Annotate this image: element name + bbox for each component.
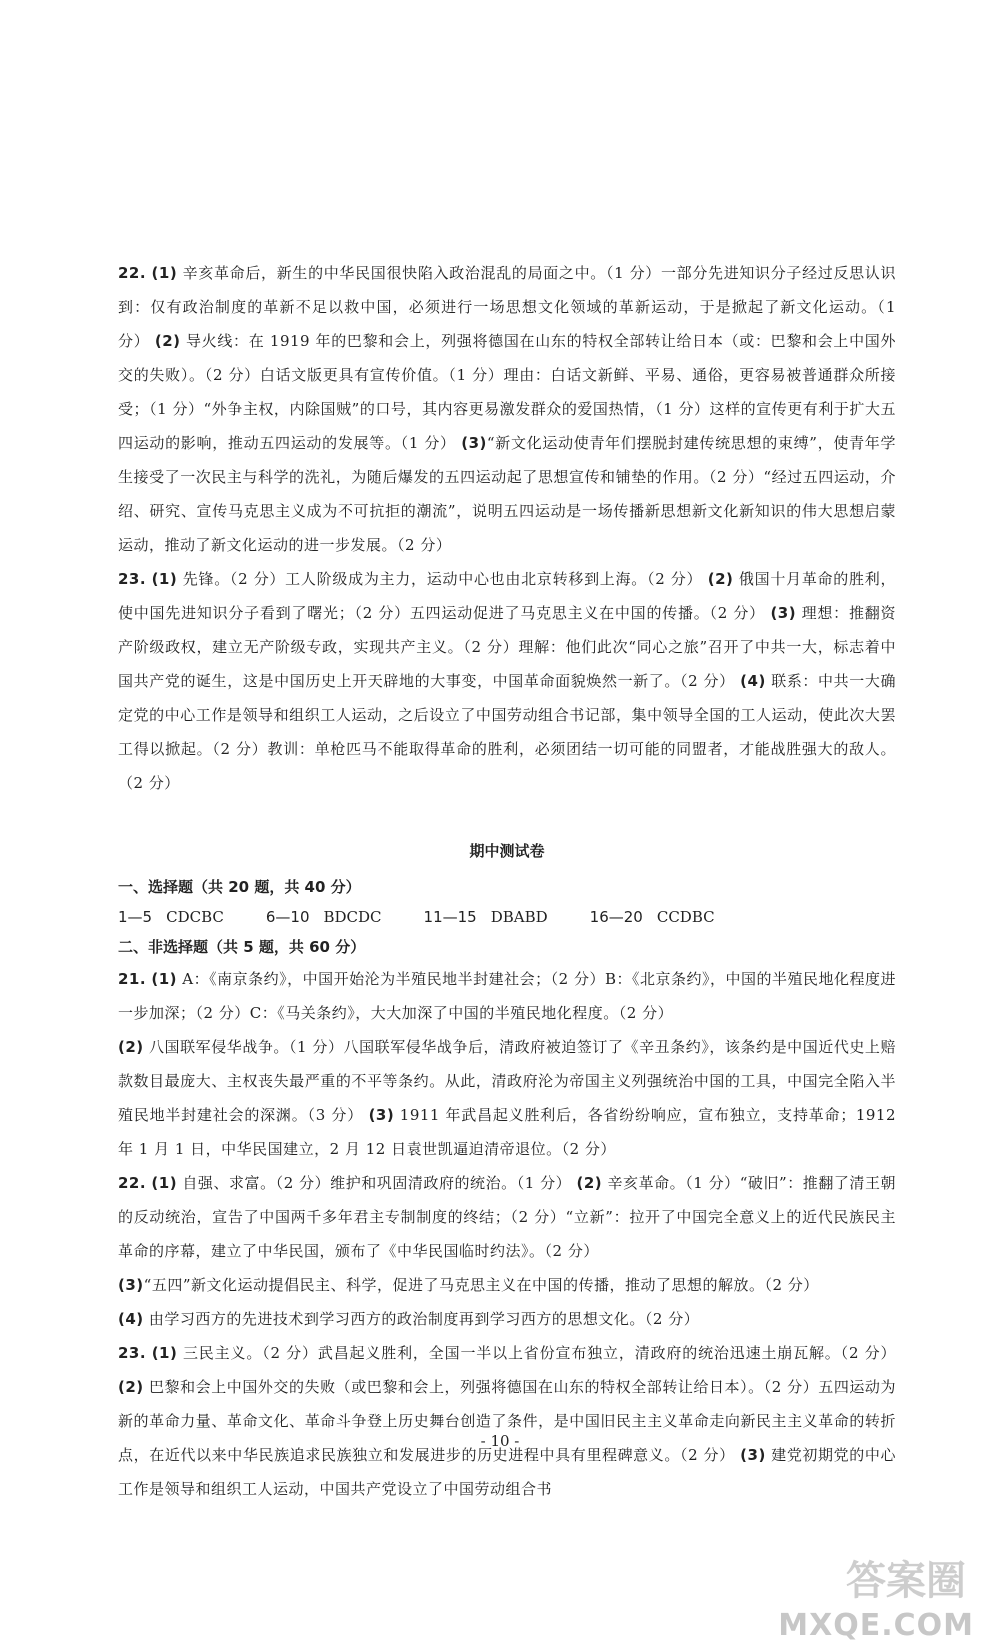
answer-text: 建党初期党的中心工作是领导和组织工人运动，中国共产党设立了中国劳动组合书 (118, 1446, 896, 1498)
part-marker: (3) (770, 604, 797, 622)
q22-answer-unit (118, 256, 896, 562)
answer-text: “新文化运动使青年们摆脱封建传统思想的束缚”，使青年学生接受了一次民主与科学的洗礼，为随后爆发的五四运动起了思想宣传和铺垫的作用。（2 分）“经过五四运动，介绍、研究、宣传马克思主义成为不可抗拒的潮流”，说明五四运动是一场传播新思想新文化新知识的伟大思想启蒙运动，推动了新文化运动的进一步发展。（2 分） (118, 434, 896, 554)
q23-midterm-answer (118, 1336, 896, 1506)
mc-group (118, 902, 224, 932)
answer-text: 辛亥革命后，新生的中华民国很快陷入政治混乱的局面之中。（1 分）一部分先进知识分子经过反思认识到：仅有政治制度的革新不足以救中国，必须进行一场思想文化领域的革新运动，于是掀起了新文化运动。（1 分） (118, 264, 896, 350)
mc-range: 11—15 (423, 908, 477, 926)
section-heading-choice: 一、选择题（共 20 题，共 40 分） (118, 878, 361, 896)
mc-answers: BDCDC (323, 908, 382, 926)
question-number: 22. (118, 1174, 147, 1192)
part-marker: (1) (151, 264, 178, 282)
answer-text: “五四”新文化运动提倡民主、科学，促进了马克思主义在中国的传播，推动了思想的解放。（2 分） (143, 1276, 819, 1294)
section-heading-nonchoice: 二、非选择题（共 5 题，共 60 分） (118, 938, 366, 956)
answer-text: 巴黎和会上中国外交的失败（或巴黎和会上，列强将德国在山东的特权全部转让给日本）。（2 分）五四运动为新的革命力量、革命文化、革命斗争登上历史舞台创造了条件，是中国旧民主主义革命走向新民主主义革命的转折点，在近代以来中华民族追求民族独立和发展进步的历史进程中具有里程碑意义。（2 分） (118, 1378, 896, 1464)
site-watermark (778, 1543, 974, 1643)
part-marker: (2) (707, 570, 734, 588)
mc-range: 16—20 (589, 908, 643, 926)
mc-group (424, 902, 548, 932)
mc-answers: DBABD (490, 908, 548, 926)
answer-text: 先锋。（2 分）工人阶级成为主力，运动中心也由北京转移到上海。（2 分） (177, 570, 708, 588)
answer-text: 辛亥革命。（1 分）“破旧”：推翻了清王朝的反动统治，宣告了中国两千多年君主专制制度的终结；（2 分）“立新”：拉开了中国完全意义上的近代民族民主革命的序幕，建立了中华民国，颁布了《中华民国临时约法》。（2 分） (118, 1174, 897, 1260)
part-marker: (1) (151, 970, 178, 988)
q23-answer-unit (118, 562, 896, 800)
mc-answers: CDCBC (166, 908, 224, 926)
question-number: 22. (118, 264, 147, 282)
watermark-logo-text: 答案圈 (846, 1558, 966, 1604)
part-marker: (3) (740, 1446, 766, 1464)
q21-answer-unit (118, 962, 896, 1166)
answer-text: 1911 年武昌起义胜利后，各省纷纷响应，宣布独立，支持革命；1912 年 1 月 1 日，中华民国建立，2 月 12 日袁世凯逼迫清帝退位。（2 分） (118, 1106, 896, 1158)
answer-text: 由学习西方的先进技术到学习西方的政治制度再到学习西方的思想文化。（2 分） (143, 1310, 700, 1328)
answer-text: 联系：中共一大确定党的中心工作是领导和组织工人运动，之后设立了中国劳动组合书记部，集中领导全国的工人运动，使此次大罢工得以掀起。（2 分）教训：单枪匹马不能取得革命的胜利，必须团结一切可能的同盟者，才能战胜强大的敌人。（2 分） (118, 672, 896, 792)
answer-text: 理想：推翻资产阶级政权，建立无产阶级专政，实现共产主义。（2 分）理解：他们此次“同心之旅”召开了中共一大，标志着中国共产党的诞生，这是中国历史上开天辟地的大事变，中国革命面貌焕然一新了。（2 分） (118, 604, 896, 690)
answer-text: A：《南京条约》，中国开始沦为半殖民地半封建社会；（2 分）B：《北京条约》，中国的半殖民地化程度进一步加深；（2 分）C：《马关条约》，大大加深了中国的半殖民地化程度。（2 分） (118, 970, 896, 1022)
answer-text: 导火线：在 1919 年的巴黎和会上，列强将德国在山东的特权全部转让给日本（或：巴黎和会上中国外交的失败）。（2 分）白话文版更具有宣传价值。（1 分）理由：白话文新鲜、平易、通俗，更容易被普通群众所接受；（1 分）“外争主权，内除国贼”的口号，其内容更易激发群众的爱国热情，（1 分）这样的宣传更有利于扩大五四运动的影响，推动五四运动的发展等。（1 分） (118, 332, 896, 452)
answer-text: 俄国十月革命的胜利，使中国先进知识分子看到了曙光；（2 分）五四运动促进了马克思主义在中国的传播。（2 分） (118, 570, 896, 622)
answer-content (118, 256, 896, 1506)
exam-title: 期中测试卷 (469, 842, 545, 860)
page-number: - 10 - (480, 1432, 520, 1450)
part-marker: (3) (461, 434, 487, 452)
part-marker: (3) (368, 1106, 395, 1124)
part-marker: (2) (118, 1038, 144, 1056)
watermark-url: MXQE.COM (778, 1608, 974, 1643)
mc-group (266, 902, 382, 932)
q22-midterm-answer (118, 1166, 896, 1336)
question-number: 23. (118, 570, 147, 588)
multiple-choice-answers (118, 902, 896, 932)
mc-answers: CCDBC (656, 908, 715, 926)
answer-text: 自强、求富。（2 分）维护和巩固清政府的统治。（1 分） (177, 1174, 577, 1192)
answer-text: 八国联军侵华战争。（1 分）八国联军侵华战争后，清政府被迫签订了《辛丑条约》，该条约是中国近代史上赔款数目最庞大、主权丧失最严重的不平等条约。从此，清政府沦为帝国主义列强统治中国的工具，中国完全陷入半殖民地半封建社会的深渊。（3 分） (118, 1038, 896, 1124)
mc-group (590, 902, 715, 932)
part-marker: (1) (151, 1174, 178, 1192)
question-number: 23. (118, 1344, 147, 1362)
mc-range: 6—10 (265, 908, 310, 926)
part-marker: (3) (118, 1276, 144, 1294)
question-number: 21. (118, 970, 147, 988)
mc-range: 1—5 (118, 908, 153, 926)
answer-text: 三民主义。（2 分）武昌起义胜利，全国一半以上省份宣布独立，清政府的统治迅速土崩瓦解。（2 分） (177, 1344, 896, 1362)
part-marker: (1) (151, 1344, 178, 1362)
part-marker: (4) (118, 1310, 144, 1328)
part-marker: (4) (740, 672, 766, 690)
part-marker: (1) (151, 570, 178, 588)
part-marker: (2) (576, 1174, 603, 1192)
part-marker: (2) (154, 332, 181, 350)
part-marker: (2) (118, 1378, 144, 1396)
